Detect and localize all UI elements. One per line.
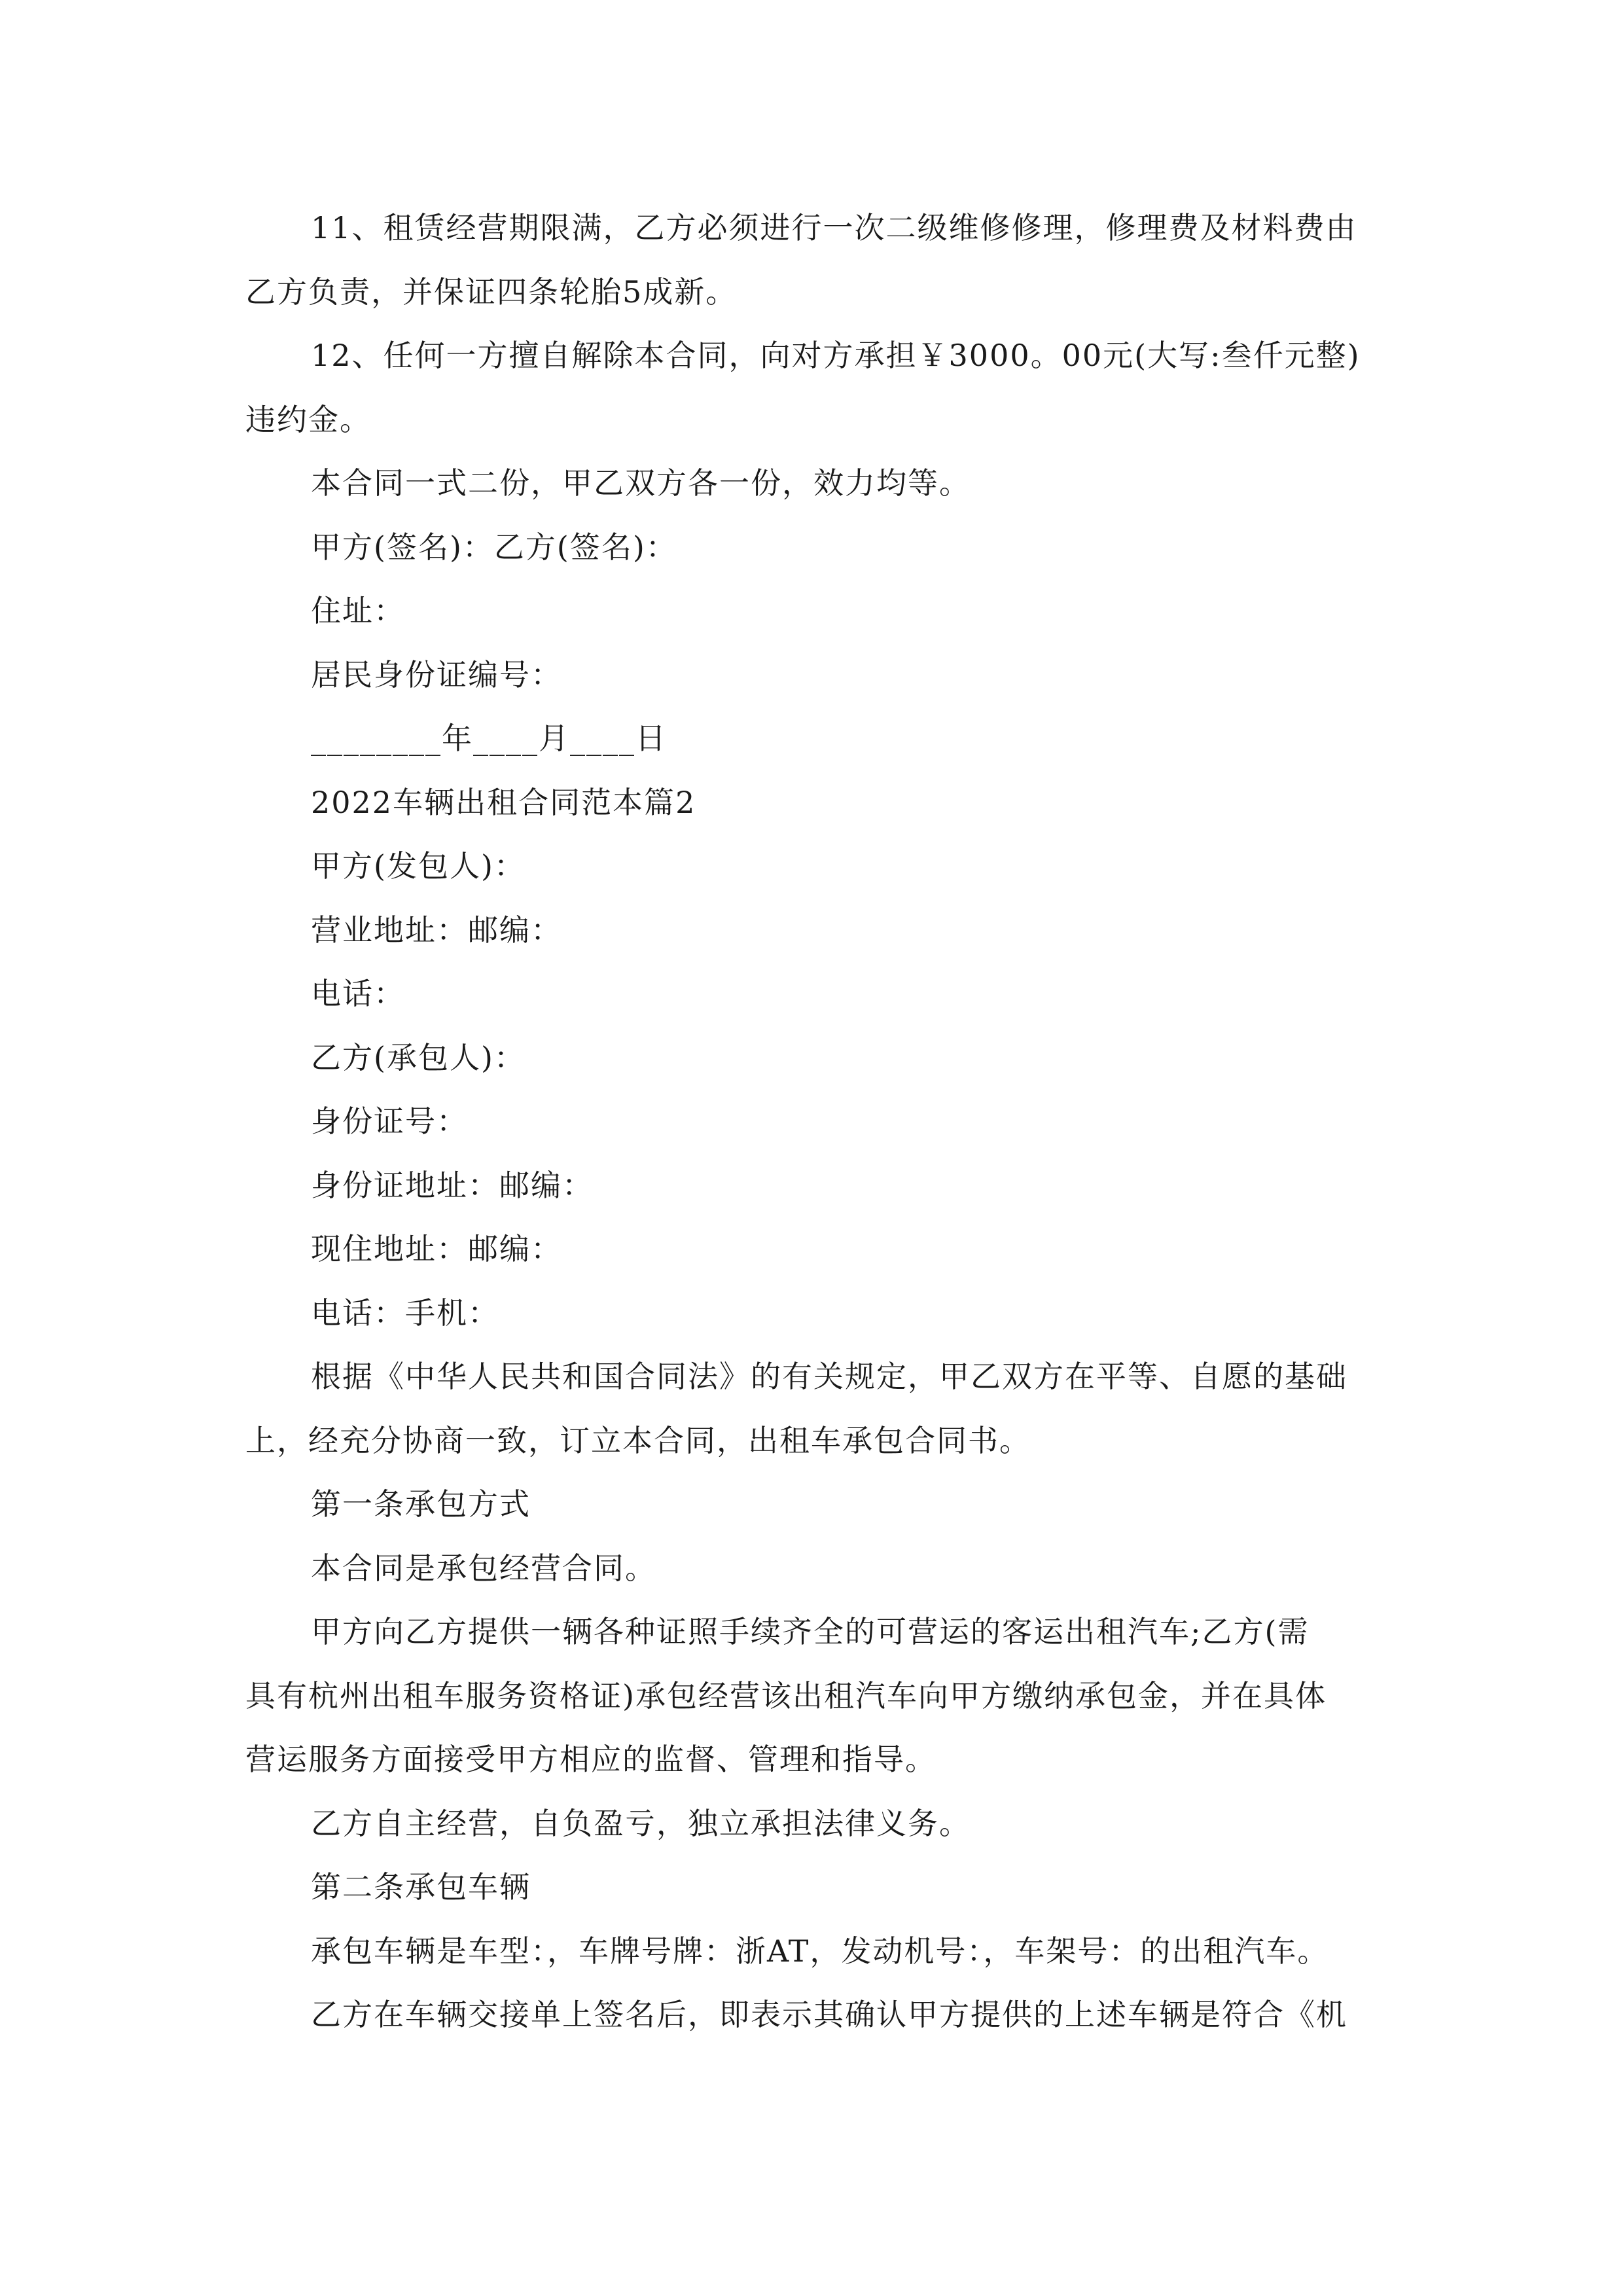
text-line: 11、租赁经营期限满，乙方必须进行一次二级维修修理，修理费及材料费由 bbox=[311, 210, 1357, 245]
current-address-line: 现住地址：邮编： bbox=[311, 1231, 562, 1266]
address-line: 住址： bbox=[311, 593, 405, 628]
text-line: 甲方向乙方提供一辆各种证照手续齐全的可营运的客运出租汽车;乙方(需 bbox=[311, 1614, 1310, 1649]
text-line: 本合同是承包经营合同。 bbox=[311, 1550, 656, 1586]
text-line: 上，经充分协商一致，订立本合同，出租车承包合同书。 bbox=[245, 1422, 1031, 1458]
section-title: 2022车辆出租合同范本篇2 bbox=[311, 784, 696, 820]
party-b-line: 乙方(承包人)： bbox=[311, 1039, 526, 1075]
text-line: 本合同一式二份，甲乙双方各一份，效力均等。 bbox=[311, 465, 971, 501]
text-line: 乙方负责，并保证四条轮胎5成新。 bbox=[245, 274, 738, 310]
text-line: 乙方自主经营，自负盈亏，独立承担法律义务。 bbox=[311, 1805, 971, 1841]
text-line: 违约金。 bbox=[245, 401, 371, 437]
text-line: 具有杭州出租车服务资格证)承包经营该出租汽车向甲方缴纳承包金，并在具体 bbox=[245, 1677, 1327, 1713]
id-number-line: 居民身份证编号： bbox=[311, 656, 562, 692]
article-heading: 第二条承包车辆 bbox=[311, 1869, 531, 1905]
date-line: ________年____月____日 bbox=[311, 721, 667, 756]
id-number-line: 身份证号： bbox=[311, 1103, 468, 1139]
id-address-line: 身份证地址：邮编： bbox=[311, 1167, 594, 1203]
text-line: 12、任何一方擅自解除本合同，向对方承担￥3000。00元(大写:叁仟元整) bbox=[311, 338, 1361, 373]
text-line: 承包车辆是车型：，车牌号牌：浙AT，发动机号：，车架号：的出租汽车。 bbox=[311, 1933, 1329, 1969]
text-line: 根据《中华人民共和国合同法》的有关规定，甲乙双方在平等、自愿的基础 bbox=[311, 1359, 1347, 1394]
phone-line: 电话： bbox=[311, 976, 405, 1011]
text-line: 乙方在车辆交接单上签名后，即表示其确认甲方提供的上述车辆是符合《机 bbox=[311, 1997, 1347, 2032]
party-a-line: 甲方(发包人)： bbox=[311, 848, 526, 884]
article-heading: 第一条承包方式 bbox=[311, 1486, 531, 1522]
text-line: 营运服务方面接受甲方相应的监督、管理和指导。 bbox=[245, 1742, 936, 1777]
signature-line: 甲方(签名)：乙方(签名)： bbox=[311, 529, 677, 565]
phone-mobile-line: 电话：手机： bbox=[311, 1295, 499, 1331]
business-address-line: 营业地址：邮编： bbox=[311, 912, 562, 948]
document-body bbox=[245, 196, 1397, 2047]
